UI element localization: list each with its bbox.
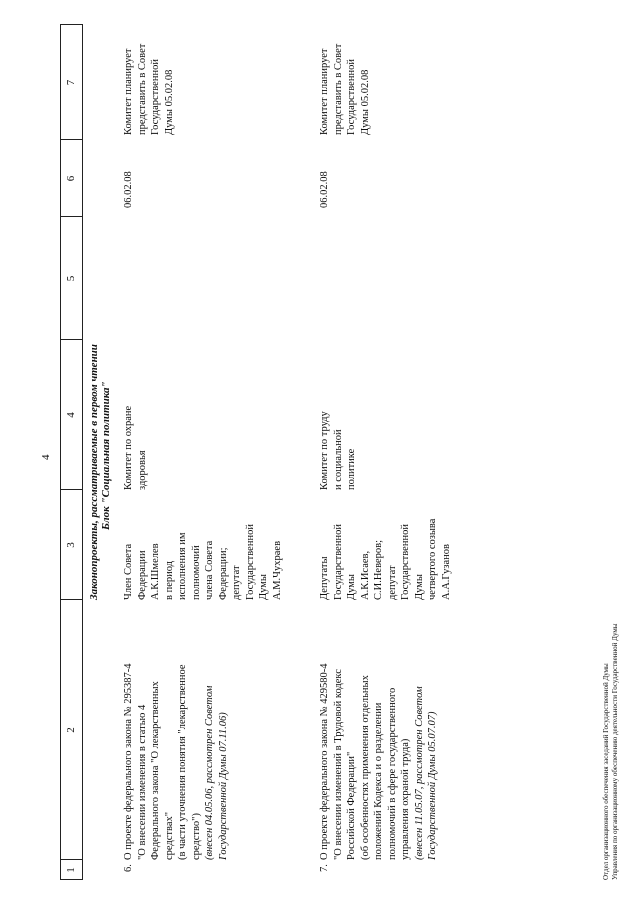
bill-note-line: Государственной Думы 07.11.06) <box>217 712 229 860</box>
initiator <box>122 524 284 600</box>
plan-line: представить в Совет <box>332 43 344 135</box>
initiator-line: Государственной <box>400 524 411 600</box>
bill-title <box>122 663 230 860</box>
block-title: Блок "Социальная политика" <box>100 381 112 530</box>
committee-line: и социальной <box>332 429 344 490</box>
initiator-line: А.К.Исаев, <box>359 550 371 600</box>
bill-title-line: полномочий в сфере государственного <box>386 687 398 860</box>
plan-line: Государственной <box>150 59 161 135</box>
plan-line: Думы 05.02.08 <box>163 69 175 135</box>
committee-line: Комитет по охране <box>123 405 134 490</box>
bill-title-line: (в части уточнения понятия "лекарственное <box>177 664 188 860</box>
row-number: 7. <box>319 864 330 872</box>
bill-title-line: "О внесении изменений в Трудовой кодекс <box>332 669 344 860</box>
initiator <box>318 519 453 600</box>
initiator-line: Думы <box>258 574 269 600</box>
bill-title-line: средство") <box>190 813 202 860</box>
initiator-line: депутат <box>231 565 242 600</box>
bill-title-line: положений Кодекса и о разделении <box>373 702 384 860</box>
footer-line: Отдел организационного обеспечения заседаний Государственной Думы <box>602 663 610 880</box>
column-header: 6 <box>65 175 77 182</box>
bill-note-line: (внесен 11.05.07, рассмотрен Советом <box>413 686 425 860</box>
initiator-line: Думы <box>346 574 357 600</box>
committee-line: политике <box>346 448 357 490</box>
plan <box>318 44 372 135</box>
bill-title-line: "О внесении изменения в статью 4 <box>136 704 148 860</box>
bill-title-line: управления охраной труда) <box>400 738 411 860</box>
bill-title <box>318 663 440 860</box>
committee-line: Комитет по труду <box>319 411 330 490</box>
committee-line: здоровья <box>136 450 148 490</box>
column-header: 4 <box>65 412 77 418</box>
initiator-line: полномочий <box>190 545 202 600</box>
bill-title-line: Федерального закона "О лекарственных <box>150 681 161 860</box>
initiator-line: С.И.Неверов; <box>373 539 384 600</box>
initiator-line: Федерации; <box>217 547 229 600</box>
column-header: 7 <box>65 79 77 86</box>
initiator-line: А.А.Гузанов <box>440 544 452 600</box>
bill-title-line: О проекте федерального закона № 295387-4 <box>123 663 134 860</box>
initiator-line: А.К.Шмелев <box>150 543 161 600</box>
column-header: 5 <box>65 275 77 282</box>
initiator-line: Депутаты <box>319 556 330 600</box>
initiator-line: Федерации <box>136 550 148 600</box>
initiator-line: Думы <box>413 574 425 600</box>
section-title: Законопроекты, рассматриваемые в первом чтении <box>88 344 100 600</box>
column-header: 2 <box>65 727 77 733</box>
date: 06.02.08 <box>319 171 330 208</box>
plan <box>122 44 176 135</box>
committee <box>122 406 149 490</box>
initiator-line: Государственной <box>332 524 344 600</box>
row-number: 6. <box>123 864 134 872</box>
page-number: 4 <box>40 454 52 460</box>
bill-title-line: средствах" <box>163 811 175 860</box>
footer <box>602 624 620 880</box>
initiator-line: Государственной <box>244 524 256 600</box>
initiator-line: исполнения им <box>177 532 188 600</box>
initiator-line: депутат <box>386 565 398 600</box>
plan-line: Комитет планирует <box>123 48 134 135</box>
date: 06.02.08 <box>123 171 134 208</box>
plan-line: представить в Совет <box>136 43 148 135</box>
initiator-line: четвертого созыва <box>427 518 438 600</box>
initiator-line: А.М.Чухраев <box>271 540 283 600</box>
plan-line: Государственной <box>346 59 357 135</box>
bill-note-line: Государственной Думы 05.07.07) <box>427 711 438 860</box>
header-bottom-line <box>82 25 83 880</box>
plan-line: Думы 05.02.08 <box>359 69 371 135</box>
bill-title-line: О проекте федерального закона № 429580-4 <box>319 663 330 860</box>
initiator-line: в период <box>163 560 175 600</box>
footer-line: Управления по организационному обеспечению деятельности Государственной Думы <box>611 623 619 880</box>
committee <box>318 411 359 490</box>
initiator-line: Член Совета <box>123 543 134 600</box>
bill-note-line: (внесен 04.05.06, рассмотрен Советом <box>204 685 215 860</box>
plan-line: Комитет планирует <box>319 48 330 135</box>
initiator-line: члена Совета <box>204 540 215 600</box>
column-header: 3 <box>65 542 77 548</box>
bill-title-line: (об особенностях применения отдельных <box>359 675 371 860</box>
bill-title-line: Российской Федерации" <box>346 751 357 860</box>
column-header: 1 <box>65 867 77 873</box>
